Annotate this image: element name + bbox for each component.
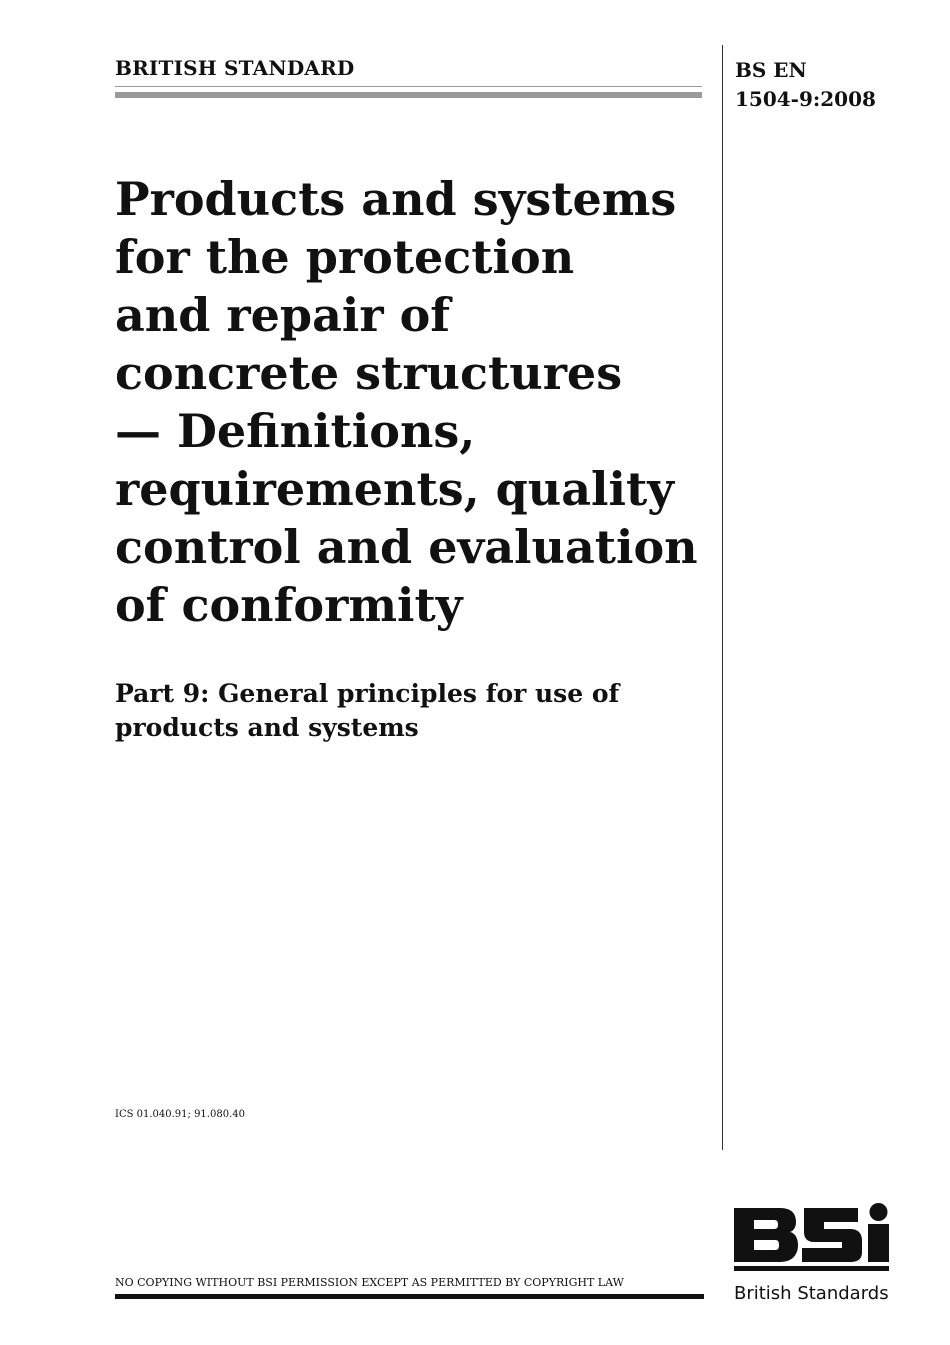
document-title: Products and systems for the protection and repair of concrete structures — Definitions, requirements, quality control and evaluation of conformity [115, 172, 698, 632]
header-rule-thin [115, 86, 702, 87]
standard-number-line2: 1504-9:2008 [735, 87, 876, 111]
ics-code: ICS 01.040.91; 91.080.40 [115, 1109, 245, 1120]
header-rule-thick [115, 92, 702, 98]
copyright-notice: NO COPYING WITHOUT BSI PERMISSION EXCEPT AS PERMITTED BY COPYRIGHT LAW [115, 1276, 624, 1289]
header-label: BRITISH STANDARD [115, 56, 355, 80]
standard-number [735, 56, 876, 114]
copyright-rule [115, 1294, 704, 1299]
vertical-divider [722, 45, 723, 1150]
document-subtitle: Part 9: General principles for use of products and systems [115, 679, 620, 742]
standard-number-line1: BS EN [735, 58, 807, 82]
bsi-wordmark: British Standards [734, 1283, 889, 1304]
